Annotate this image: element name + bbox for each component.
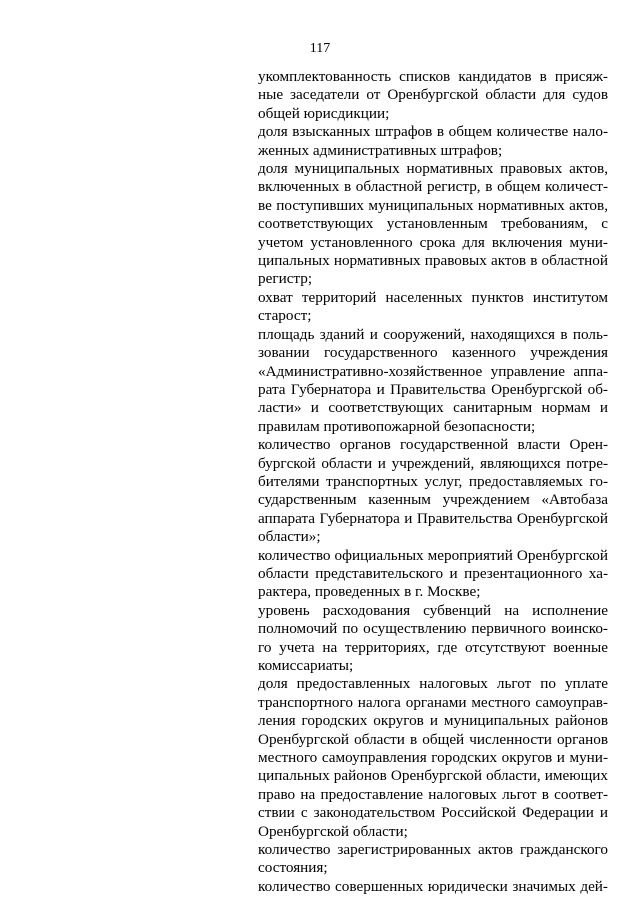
text-line: бургской области и учреждений, являющихся потре- (258, 454, 608, 472)
text-line: ласти» и соответствующих санитарным нормам и (258, 399, 608, 417)
text-line: ципальных нормативных правовых актов в областной (258, 252, 608, 270)
list-item (258, 160, 608, 289)
text-line: состояния; (258, 859, 328, 877)
text-line: Оренбургской области в общей численности органов (258, 730, 608, 748)
page-number: 117 (309, 41, 331, 56)
text-line: женных административных штрафов; (258, 141, 503, 159)
text-line: ствии с законодательством Российской Федерации и (258, 804, 608, 822)
text-line: транспортного налога органами местного самоуправ- (258, 693, 608, 711)
text-line: ве поступивших муниципальных нормативных актов, (258, 196, 608, 214)
text-line: области представительского и презентационного ха- (258, 564, 608, 582)
text-line: общей юрисдикции; (258, 104, 390, 122)
text-line: ные заседатели от Оренбургской области для судов (258, 86, 608, 104)
list-item (258, 841, 608, 878)
text-line: области»; (258, 528, 321, 546)
list-item (258, 878, 608, 896)
document-body (258, 68, 608, 896)
list-item (258, 547, 608, 602)
text-line: доля предоставленных налоговых льгот по уплате (258, 675, 608, 693)
text-line: доля взысканных штрафов в общем количестве нало- (258, 123, 608, 141)
text-line: охват территорий населенных пунктов институтом (258, 288, 608, 306)
text-line: уровень расходования субвенций на исполнение (258, 601, 608, 619)
text-line: соответствующих установленным требованиям, с (258, 215, 608, 233)
text-line: рата Губернатора и Правительства Оренбургской об- (258, 380, 608, 398)
list-item (258, 602, 608, 676)
text-line: регистр; (258, 270, 313, 288)
text-line: «Административно-хозяйственное управление аппа- (258, 362, 608, 380)
text-line: количество совершенных юридически значимых дей- (258, 877, 608, 895)
text-line: доля муниципальных нормативных правовых актов, (258, 160, 608, 178)
list-item (258, 436, 608, 546)
text-line: го учета на территориях, где отсутствуют военные (258, 638, 608, 656)
list-item (258, 326, 608, 436)
list-item (258, 68, 608, 123)
text-line: старост; (258, 307, 312, 325)
list-item (258, 123, 608, 160)
text-line: полномочий по осуществлению первичного воинско- (258, 620, 608, 638)
text-line: учетом установленного срока для включения муни- (258, 233, 608, 251)
text-line: комиссариаты; (258, 657, 354, 674)
text-line: ципальных районов Оренбургской области, имеющих (258, 767, 608, 785)
text-line: правилам противопожарной безопасности; (258, 417, 536, 435)
text-line: количество органов государственной власти Орен- (258, 436, 608, 454)
text-line: площадь зданий и сооружений, находящихся в поль- (258, 325, 608, 343)
text-line: право на предоставление налоговых льгот в соответ- (258, 785, 608, 803)
text-line: количество зарегистрированных актов гражданского (258, 841, 608, 859)
text-line: зовании государственного казенного учреждения (258, 344, 608, 362)
text-line: бителями транспортных услуг, предоставляемых го- (258, 472, 608, 490)
text-line: сударственным казенным учреждением «Автобаза (258, 491, 608, 509)
text-line: рактера, проведенных в г. Москве; (258, 583, 481, 601)
text-line: ления городских округов и муниципальных районов (258, 712, 608, 730)
text-line: укомплектованность списков кандидатов в присяж- (258, 68, 608, 85)
text-line: Оренбургской области; (258, 822, 408, 840)
list-item (258, 289, 608, 326)
text-line: аппарата Губернатора и Правительства Оренбургской (258, 509, 608, 527)
text-line: включенных в областной регистр, в общем количест- (258, 178, 608, 196)
text-line: местного самоуправления городских округов и муни- (258, 749, 608, 767)
list-item (258, 675, 608, 841)
text-line: количество официальных мероприятий Оренбургской (258, 546, 608, 564)
